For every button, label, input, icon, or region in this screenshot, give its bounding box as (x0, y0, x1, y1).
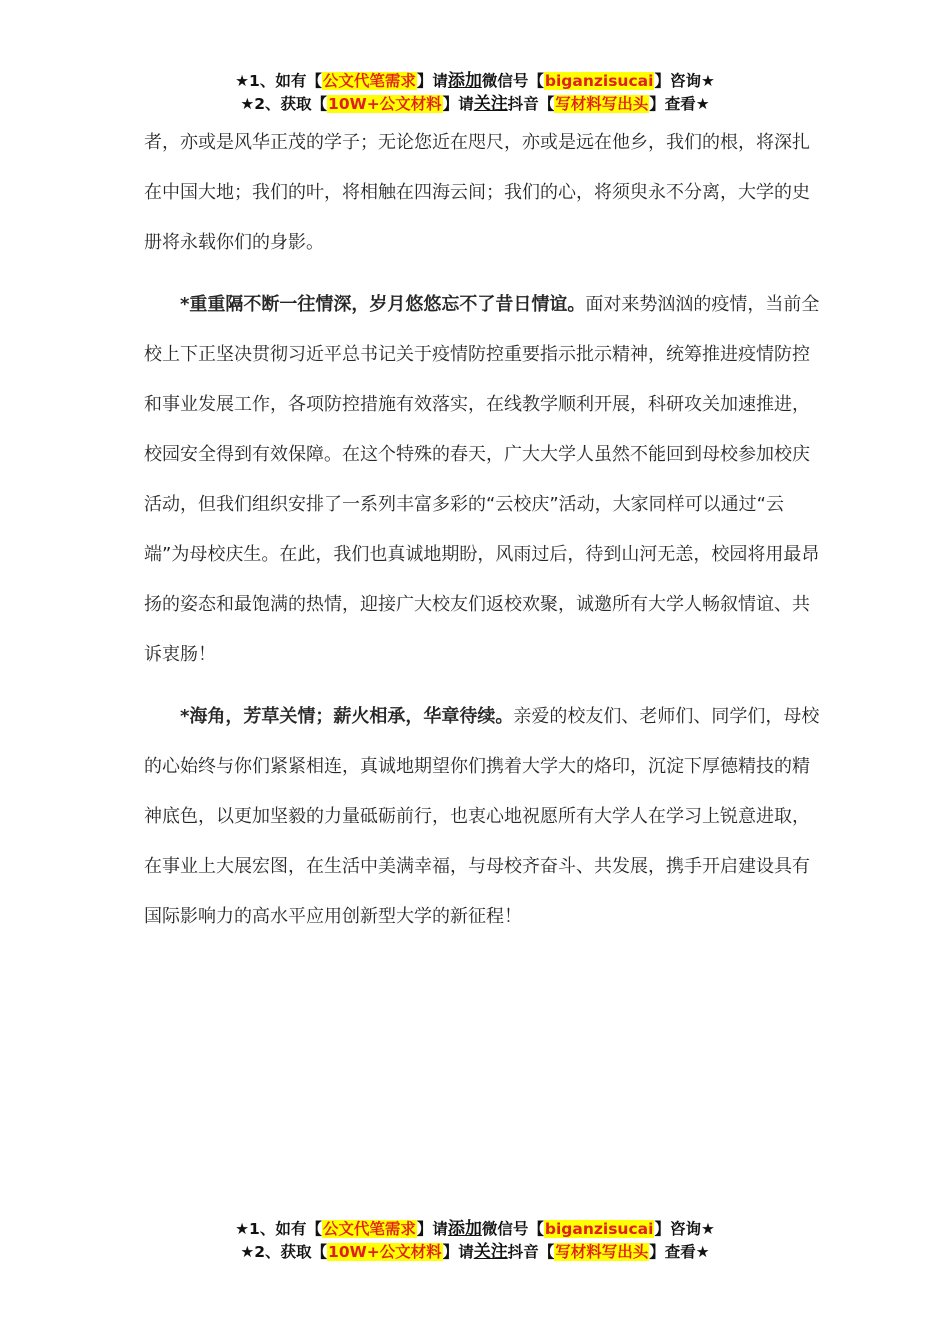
paragraph-2 (144, 280, 820, 680)
highlight-wechat-id: biganzisucai (544, 1220, 654, 1238)
paragraph-3 (144, 692, 820, 942)
star-icon: ★ (235, 72, 250, 90)
paragraph-2-lead: *重重隔不断一往情深，岁月悠悠忘不了昔日情谊。 (180, 294, 586, 315)
banner-line-2: ★2、获取【10W+公文材料】请关注抖音【写材料写出头】查看★ (240, 94, 710, 114)
highlight-materials: 10W+公文材料 (328, 1243, 442, 1261)
underlined-add: 添加 (447, 71, 482, 91)
banner-line-1: ★1、如有【公文代笔需求】请添加微信号【biganzisucai】咨询★ (235, 1219, 715, 1239)
underlined-follow: 关注 (473, 94, 508, 114)
highlight-wechat-id: biganzisucai (544, 72, 654, 90)
highlight-douyin: 写材料写出头 (555, 1243, 649, 1261)
star-icon: ★ (235, 1220, 250, 1238)
banner-line-2: ★2、获取【10W+公文材料】请关注抖音【写材料写出头】查看★ (240, 1242, 710, 1262)
paragraph-3-lead: *海角，芳草关情；薪火相承，华章待续。 (180, 706, 514, 727)
star-icon: ★ (240, 95, 255, 113)
underlined-follow: 关注 (473, 1242, 508, 1262)
paragraph-2-text: 面对来势汹汹的疫情，当前全校上下正坚决贯彻习近平总书记关于疫情防控重要指示批示精神，统筹推进疫情防控和事业发展工作，各项防控措施有效落实，在线教学顺利开展，科研攻关加速推进，校园安全得到有效保障。在这个特殊的春天，广大大学人虽然不能回到母校参加校庆活动，但我们组织安排了一系列丰富多彩的“云校庆”活动，大家同样可以通过“云端”为母校庆生。在此，我们也真诚地期盼，风雨过后，待到山河无恙，校园将用最昂扬的姿态和最饱满的热情，迎接广大校友们返校欢聚，诚邀所有大学人畅叙情谊、共诉衷肠！ (144, 294, 820, 665)
highlight-service: 公文代笔需求 (322, 72, 416, 90)
highlight-materials: 10W+公文材料 (328, 95, 442, 113)
banner-line-1: ★1、如有【公文代笔需求】请添加微信号【biganzisucai】咨询★ (235, 71, 715, 91)
paragraph-3-text: 亲爱的校友们、老师们、同学们，母校的心始终与你们紧紧相连，真诚地期望你们携着大学大的烙印，沉淀下厚德精技的精神底色，以更加坚毅的力量砥砺前行，也衷心地祝愿所有大学人在学习上锐意进取，在事业上大展宏图，在生活中美满幸福，与母校齐奋斗、共发展，携手开启建设具有国际影响力的高水平应用创新型大学的新征程！ (144, 706, 820, 927)
star-icon: ★ (700, 72, 715, 90)
document-body (144, 118, 820, 942)
header-banner (0, 70, 950, 116)
underlined-add: 添加 (447, 1219, 482, 1239)
highlight-service: 公文代笔需求 (322, 1220, 416, 1238)
star-icon: ★ (240, 1243, 255, 1261)
star-icon: ★ (700, 1220, 715, 1238)
paragraph-1: 者，亦或是风华正茂的学子；无论您近在咫尺，亦或是远在他乡，我们的根，将深扎在中国大地；我们的叶，将相触在四海云间；我们的心，将须臾永不分离，大学的史册将永载你们的身影。 (144, 132, 810, 253)
star-icon: ★ (695, 95, 710, 113)
footer-banner (0, 1218, 950, 1264)
star-icon: ★ (695, 1243, 710, 1261)
highlight-douyin: 写材料写出头 (555, 95, 649, 113)
